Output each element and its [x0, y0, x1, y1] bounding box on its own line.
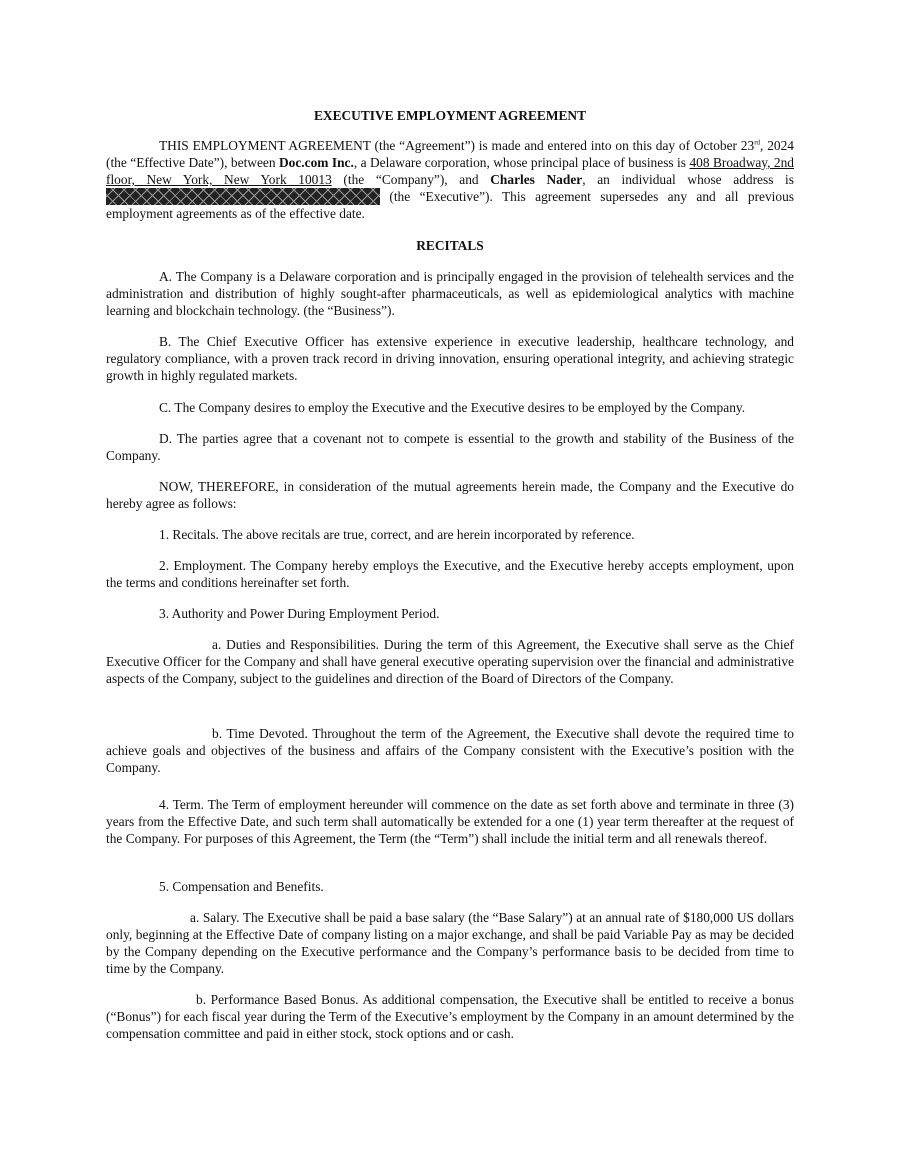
intro-text: (the “Executive”). This agreement supersedes any and all previous employment agreements as of the effective date. — [106, 189, 794, 221]
section-3b-time-devoted: b. Time Devoted. Throughout the term of the Agreement, the Executive shall devote the required time to achieve goals and objectives of the business and affairs of the Company consistent with the Executive’s position with the Company. — [106, 726, 794, 775]
intro-text: , a Delaware corporation, whose principal place of business is — [353, 155, 690, 170]
section-2-employment: 2. Employment. The Company hereby employs the Executive, and the Executive hereby accepts employment, upon the terms and conditions hereinafter set forth. — [106, 558, 794, 590]
recital-c: C. The Company desires to employ the Executive and the Executive desires to be employed by the Company. — [159, 400, 746, 415]
recitals-heading: RECITALS — [416, 238, 484, 253]
intro-text: , 2024 (the “Effective Date”), between — [106, 138, 794, 170]
redacted-address — [106, 188, 380, 205]
document-title: EXECUTIVE EMPLOYMENT AGREEMENT — [313, 108, 587, 123]
section-5-heading: 5. Compensation and Benefits. — [159, 879, 324, 894]
recital-a: A. The Company is a Delaware corporation and is principally engaged in the provision of telehealth services and the administration and distribution of highly sought-after pharmaceuticals, as well as epidemiological analytics with machine learning and blockchain technology. (the “Business”). — [106, 269, 794, 318]
date-suffix: rd — [754, 138, 761, 147]
company-name: Doc.com Inc. — [279, 155, 354, 170]
section-5a-salary: a. Salary. The Executive shall be paid a base salary (the “Base Salary”) at an annual rate of $180,000 US dollars only, beginning at the Effective Date of company listing on a major exchange, and shall be paid Variable Pay as may be decided by the Company depending on the Executive performance and the Company’s performance basis to be decided from time to time by the Company. — [106, 910, 794, 976]
intro-text: (the “Company”), and — [331, 172, 491, 187]
recital-b: B. The Chief Executive Officer has extensive experience in executive leadership, healthcare technology, and regulatory compliance, with a proven track record in driving innovation, ensuring operational integrity, and achieving strategic growth in highly regulated markets. — [106, 334, 794, 383]
intro-text: THIS EMPLOYMENT AGREEMENT (the “Agreement”) is made and entered into on this day of October 23 — [159, 138, 755, 153]
section-3a-duties: a. Duties and Responsibilities. During the term of this Agreement, the Executive shall serve as the Chief Executive Officer for the Company and shall have general executive operating supervision over the financial and administrative aspects of the Company, subject to the guidelines and direction of the Board of Directors of the Company. — [106, 637, 794, 686]
company-address: 408 Broadway, 2nd floor, New York, New York 10013 — [106, 155, 795, 187]
executive-name: Charles Nader — [490, 172, 583, 187]
now-therefore-paragraph: NOW, THEREFORE, in consideration of the mutual agreements herein made, the Company and the Executive do hereby agree as follows: — [106, 479, 794, 511]
section-4-term: 4. Term. The Term of employment hereunder will commence on the date as set forth above and terminate in three (3) years from the Effective Date, and such term shall automatically be extended for a one (1) year term thereafter at the request of the Company. For purposes of this Agreement, the Term (the “Term”) shall include the initial term and all renewals thereof. — [106, 797, 794, 846]
recital-d: D. The parties agree that a covenant not to compete is essential to the growth and stability of the Business of the Company. — [106, 431, 794, 463]
intro-paragraph — [106, 137, 794, 222]
intro-text: , an individual whose address is — [582, 172, 794, 187]
section-1-recitals: 1. Recitals. The above recitals are true, correct, and are herein incorporated by reference. — [159, 527, 635, 542]
section-3-heading: 3. Authority and Power During Employment Period. — [159, 606, 440, 621]
section-5b-bonus: b. Performance Based Bonus. As additional compensation, the Executive shall be entitled to receive a bonus (“Bonus”) for each fiscal year during the Term of the Executive’s employment by the Company in an amount determined by the compensation committee and paid in either stock, stock options and or cash. — [106, 992, 794, 1041]
